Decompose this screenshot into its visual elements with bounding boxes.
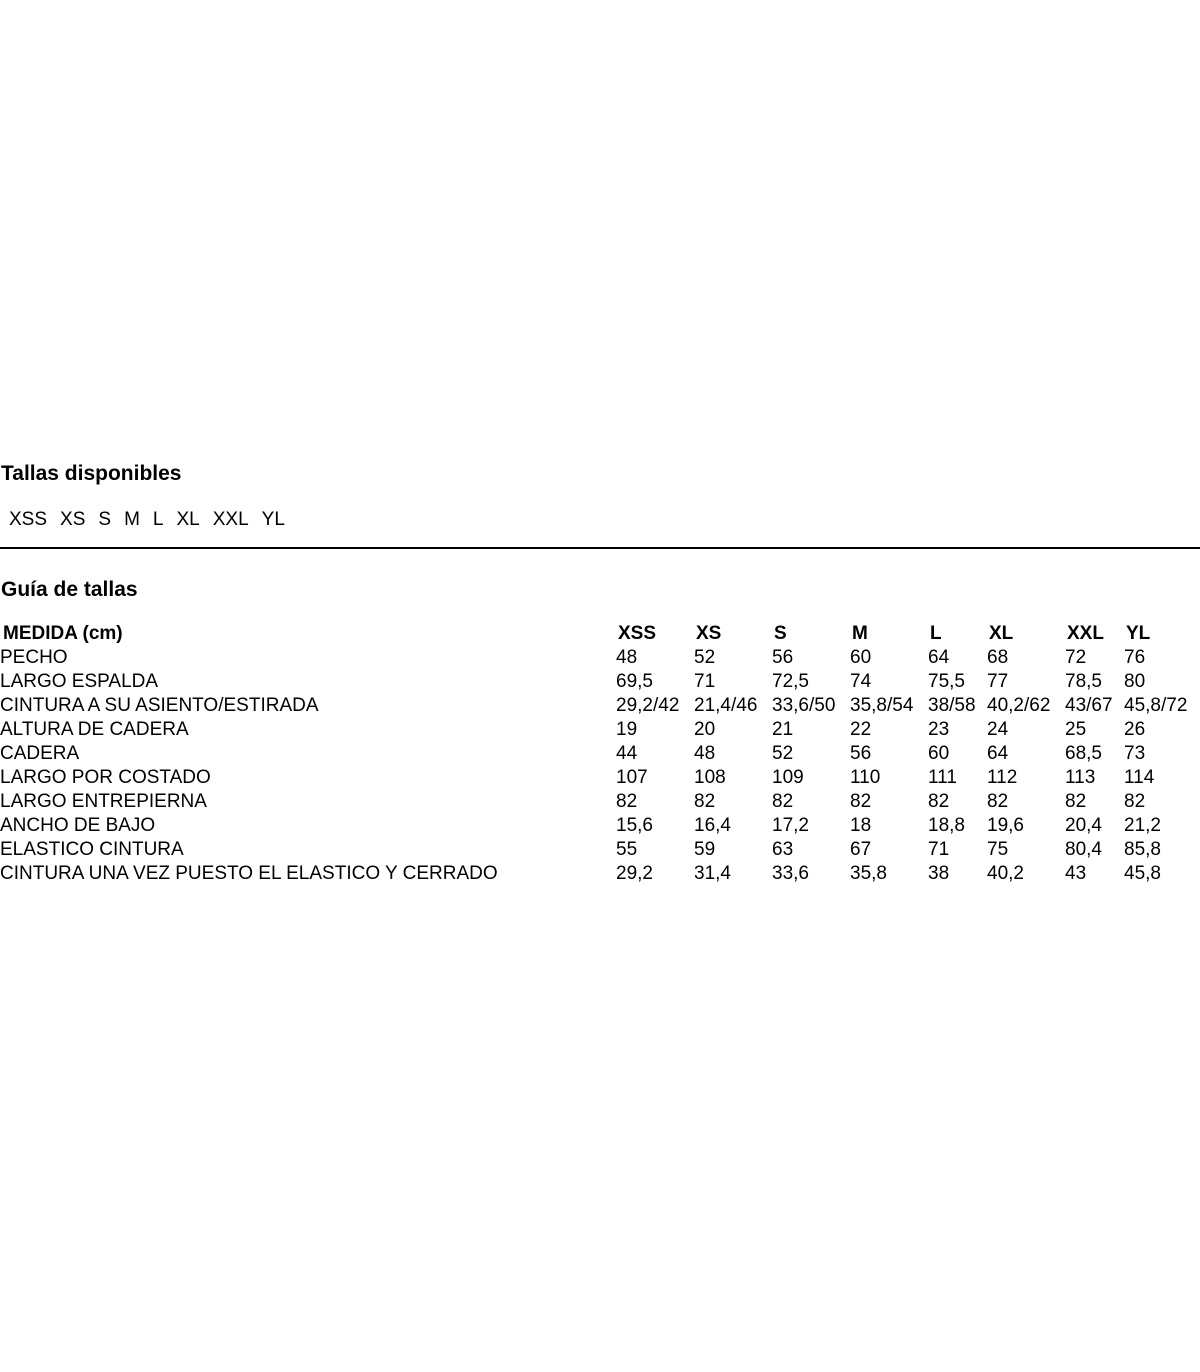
size-value-cell: 44 <box>616 743 638 764</box>
size-option: XSS <box>9 509 48 530</box>
size-value-cell: 85,8 <box>1124 839 1161 860</box>
column-header-size: YL <box>1126 623 1151 644</box>
size-value-cell: 38 <box>928 863 950 884</box>
size-value-cell: 60 <box>928 743 950 764</box>
size-value-cell: 21,4/46 <box>694 695 758 716</box>
table-header-row <box>0 622 1194 646</box>
size-value-cell: 52 <box>694 647 716 668</box>
size-value-cell: 40,2/62 <box>987 695 1051 716</box>
measure-label-cell: ALTURA DE CADERA <box>0 719 189 740</box>
size-value-cell: 78,5 <box>1065 671 1102 692</box>
size-value-cell: 80 <box>1124 671 1146 692</box>
size-value-cell: 23 <box>928 719 950 740</box>
available-sizes-list <box>9 508 298 532</box>
size-value-cell: 43/67 <box>1065 695 1113 716</box>
measure-label-cell: LARGO ESPALDA <box>0 671 159 692</box>
size-value-cell: 17,2 <box>772 815 809 836</box>
size-value-cell: 109 <box>772 767 804 788</box>
size-option: YL <box>261 509 285 530</box>
column-header-size: XSS <box>618 623 657 644</box>
size-value-cell: 35,8/54 <box>850 695 914 716</box>
size-value-cell: 76 <box>1124 647 1146 668</box>
table-row <box>0 838 1194 862</box>
size-value-cell: 38/58 <box>928 695 976 716</box>
measure-label-cell: LARGO ENTREPIERNA <box>0 791 207 812</box>
size-value-cell: 113 <box>1065 767 1096 788</box>
size-value-cell: 29,2/42 <box>616 695 680 716</box>
size-guide-title: Guía de tallas <box>1 578 138 601</box>
size-value-cell: 21,2 <box>1124 815 1161 836</box>
table-row <box>0 742 1194 766</box>
measure-label-cell: LARGO POR COSTADO <box>0 767 211 788</box>
size-value-cell: 63 <box>772 839 794 860</box>
size-value-cell: 15,6 <box>616 815 653 836</box>
size-value-cell: 18 <box>850 815 872 836</box>
size-option: L <box>152 509 164 530</box>
measure-label-cell: CINTURA A SU ASIENTO/ESTIRADA <box>0 695 319 716</box>
size-value-cell: 31,4 <box>694 863 731 884</box>
section-divider <box>0 547 1200 549</box>
size-value-cell: 112 <box>987 767 1018 788</box>
size-value-cell: 45,8 <box>1124 863 1161 884</box>
column-header-size: M <box>852 623 868 644</box>
table-row <box>0 766 1194 790</box>
size-value-cell: 59 <box>694 839 716 860</box>
size-value-cell: 67 <box>850 839 872 860</box>
table-row <box>0 718 1194 742</box>
size-value-cell: 24 <box>987 719 1009 740</box>
size-value-cell: 35,8 <box>850 863 887 884</box>
size-value-cell: 73 <box>1124 743 1146 764</box>
size-value-cell: 20,4 <box>1065 815 1102 836</box>
measure-label-cell: PECHO <box>0 647 68 668</box>
column-header-size: XS <box>696 623 722 644</box>
measure-label-cell: ANCHO DE BAJO <box>0 815 156 836</box>
size-value-cell: 75,5 <box>928 671 965 692</box>
size-value-cell: 69,5 <box>616 671 653 692</box>
measure-label-cell: ELASTICO CINTURA <box>0 839 184 860</box>
size-value-cell: 45,8/72 <box>1124 695 1188 716</box>
size-value-cell: 55 <box>616 839 638 860</box>
measure-label-cell: CINTURA UNA VEZ PUESTO EL ELASTICO Y CERRADO <box>0 863 498 884</box>
size-value-cell: 107 <box>616 767 648 788</box>
size-value-cell: 48 <box>694 743 716 764</box>
size-value-cell: 56 <box>850 743 872 764</box>
size-value-cell: 74 <box>850 671 872 692</box>
column-header-size: L <box>930 623 942 644</box>
size-value-cell: 48 <box>616 647 638 668</box>
size-value-cell: 60 <box>850 647 872 668</box>
size-value-cell: 33,6 <box>772 863 809 884</box>
size-value-cell: 75 <box>987 839 1009 860</box>
size-value-cell: 82 <box>772 791 794 812</box>
size-value-cell: 20 <box>694 719 716 740</box>
size-value-cell: 82 <box>928 791 950 812</box>
size-value-cell: 110 <box>850 767 881 788</box>
table-row <box>0 862 1194 886</box>
size-value-cell: 80,4 <box>1065 839 1102 860</box>
available-sizes-title: Tallas disponibles <box>1 462 182 485</box>
size-value-cell: 72,5 <box>772 671 809 692</box>
table-row <box>0 694 1194 718</box>
measure-label-cell: CADERA <box>0 743 80 764</box>
size-value-cell: 52 <box>772 743 794 764</box>
size-guide-table <box>0 622 1194 886</box>
table-row <box>0 790 1194 814</box>
size-value-cell: 56 <box>772 647 794 668</box>
size-value-cell: 82 <box>694 791 716 812</box>
size-value-cell: 21 <box>772 719 794 740</box>
size-value-cell: 64 <box>987 743 1009 764</box>
size-value-cell: 111 <box>928 767 957 788</box>
table-row <box>0 646 1194 670</box>
size-value-cell: 33,6/50 <box>772 695 836 716</box>
size-option: S <box>98 509 112 530</box>
column-header-measure: MEDIDA (cm) <box>3 623 123 644</box>
size-value-cell: 25 <box>1065 719 1087 740</box>
size-value-cell: 19 <box>616 719 638 740</box>
size-value-cell: 82 <box>987 791 1009 812</box>
size-value-cell: 64 <box>928 647 950 668</box>
table-row <box>0 814 1194 838</box>
size-value-cell: 82 <box>850 791 872 812</box>
size-value-cell: 26 <box>1124 719 1146 740</box>
size-value-cell: 22 <box>850 719 872 740</box>
size-option: XXL <box>212 509 249 530</box>
size-value-cell: 82 <box>616 791 638 812</box>
size-value-cell: 114 <box>1124 767 1155 788</box>
size-value-cell: 16,4 <box>694 815 731 836</box>
size-value-cell: 77 <box>987 671 1009 692</box>
size-value-cell: 71 <box>928 839 950 860</box>
size-value-cell: 68,5 <box>1065 743 1102 764</box>
size-option: XL <box>176 509 200 530</box>
size-option: M <box>124 509 140 530</box>
size-value-cell: 68 <box>987 647 1009 668</box>
size-value-cell: 43 <box>1065 863 1087 884</box>
size-option: XS <box>60 509 86 530</box>
column-header-size: S <box>774 623 787 644</box>
size-value-cell: 82 <box>1124 791 1146 812</box>
column-header-size: XL <box>989 623 1014 644</box>
column-header-size: XXL <box>1067 623 1104 644</box>
table-row <box>0 670 1194 694</box>
table-body <box>0 646 1194 886</box>
size-value-cell: 82 <box>1065 791 1087 812</box>
size-value-cell: 108 <box>694 767 726 788</box>
size-value-cell: 40,2 <box>987 863 1024 884</box>
size-value-cell: 71 <box>694 671 716 692</box>
size-value-cell: 72 <box>1065 647 1087 668</box>
size-value-cell: 29,2 <box>616 863 653 884</box>
size-value-cell: 19,6 <box>987 815 1024 836</box>
size-value-cell: 18,8 <box>928 815 965 836</box>
